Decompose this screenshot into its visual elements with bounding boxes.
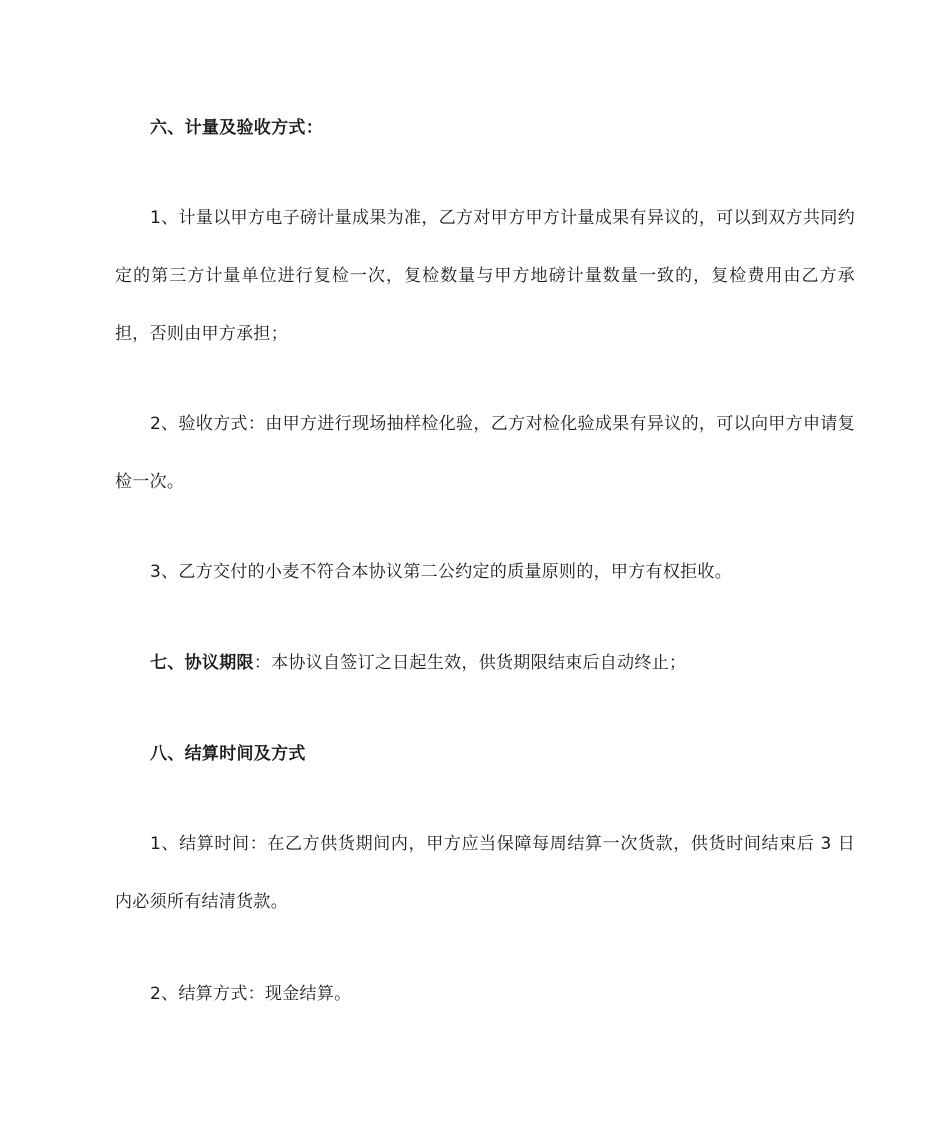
section-8-item-1: 1、结算时间：在乙方供货期间内，甲方应当保障每周结算一次货款，供货时间结束后 3 日内必须所有结清货款。 [115,834,855,912]
section-8-heading: 八、结算时间及方式 [150,744,306,764]
section-7-text: ：本协议自签订之日起生效，供货期限结束后自动终止； [253,653,687,673]
section-8-item-2: 2、结算方式：现金结算。 [150,984,352,1004]
section-7-paragraph [115,634,855,692]
section-6-item-1: 1、计量以甲方电子磅计量成果为准，乙方对甲方甲方计量成果有异议的，可以到双方共同约定的第三方计量单位进行复检一次，复检数量与甲方地磅计量数量一致的，复检费用由乙方承担，否则由甲方承担； [115,208,855,344]
section-7-heading: 七、协议期限 [150,653,254,673]
section-6-item-3: 3、乙方交付的小麦不符合本协议第二公约定的质量原则的，甲方有权拒收。 [150,562,733,582]
section-6-heading: 六、计量及验收方式： [150,118,323,138]
section-6-item-2: 2、验收方式：由甲方进行现场抽样检化验，乙方对检化验成果有异议的，可以向甲方申请复检一次。 [115,414,855,492]
